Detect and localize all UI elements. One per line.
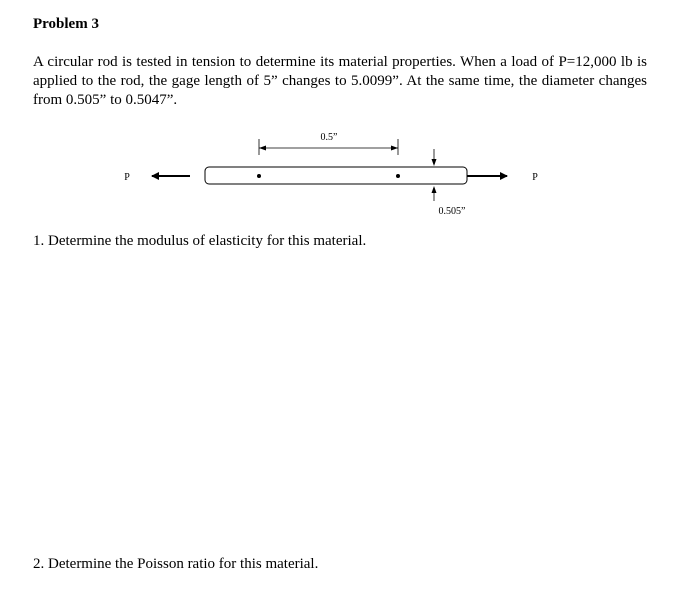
diameter-label: 0.505” — [438, 206, 466, 217]
diameter-arrow-top-head — [432, 159, 437, 166]
problem-statement: A circular rod is tested in tension to determine its material properties. When a load of P=12,000 lb is applied to the rod, the gage length of 5” changes to 5.0099”. At the same time, the diameter changes from 0.505” to 0.5047”. — [33, 54, 647, 108]
gage-mark-left — [257, 174, 261, 178]
gage-arrowhead-left — [259, 146, 266, 151]
rod-body — [205, 167, 467, 184]
gage-length-label: 0.5” — [320, 132, 338, 143]
gage-mark-right — [396, 174, 400, 178]
question-2: 2. Determine the Poisson ratio for this material. — [33, 556, 319, 572]
question-1: 1. Determine the modulus of elasticity for this material. — [33, 233, 367, 249]
rod-tension-diagram — [0, 120, 682, 230]
diameter-arrow-bottom-head — [432, 186, 437, 193]
gage-arrowhead-right — [391, 146, 398, 151]
left-load-label: P — [124, 172, 130, 183]
right-load-label: P — [532, 172, 538, 183]
problem-title: Problem 3 — [33, 16, 99, 32]
